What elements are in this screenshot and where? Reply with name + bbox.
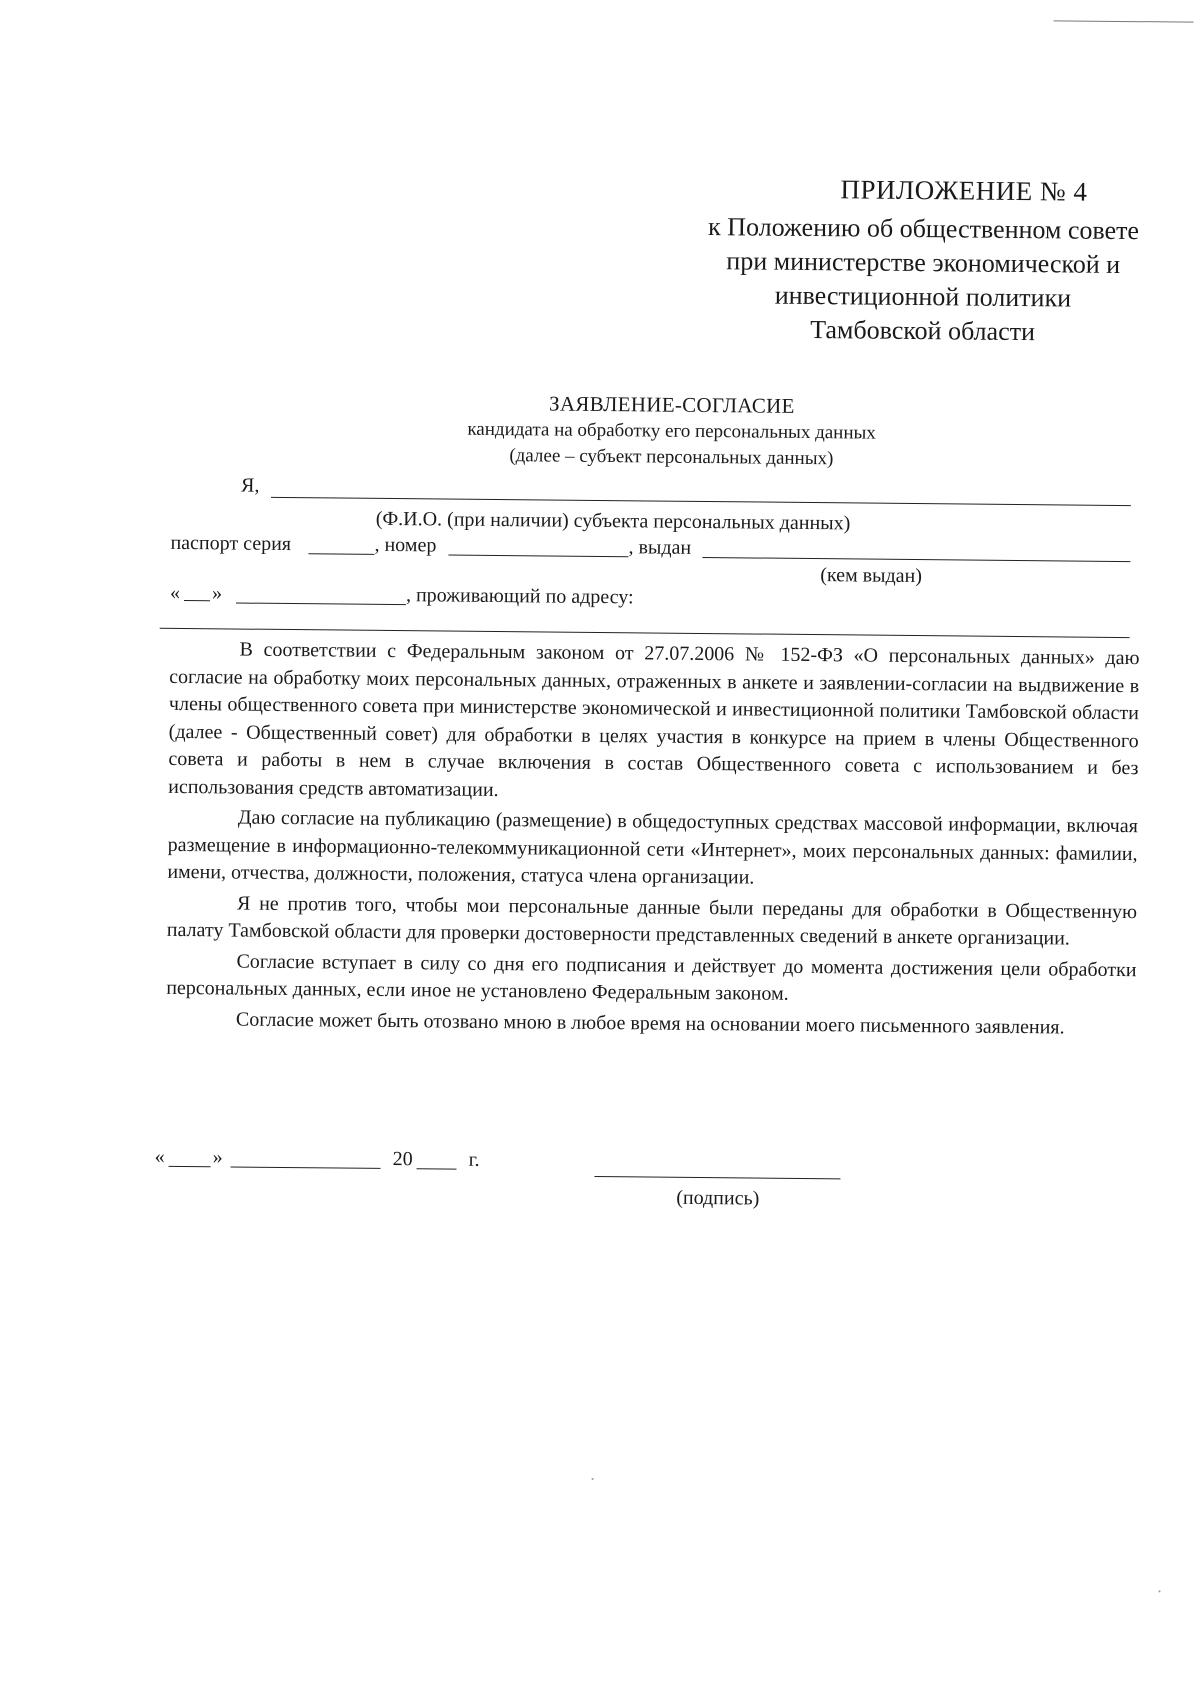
date-quote-close: » xyxy=(211,582,223,605)
date-quote-open: « xyxy=(169,581,181,604)
i-label: Я, xyxy=(240,474,260,497)
sign-day-field[interactable] xyxy=(169,1148,211,1167)
document-title: ЗАЯВЛЕНИЕ-СОГЛАСИЕ xyxy=(548,391,795,418)
appendix-line-3: инвестиционной политики xyxy=(774,280,1072,313)
issued-label: , выдан xyxy=(628,536,692,559)
consent-paragraph-5: Согласие может быть отозвано мною в любое время на основании моего письменного заявления. xyxy=(235,1008,1065,1038)
issue-day-field[interactable] xyxy=(184,582,210,601)
personal-data-form xyxy=(170,466,1142,641)
sign-year-prefix: 20 xyxy=(392,1148,413,1171)
consent-body xyxy=(166,636,1140,1042)
issued-by-caption: (кем выдан) xyxy=(820,564,923,588)
issue-month-year-field[interactable] xyxy=(236,585,406,606)
signature-field[interactable] xyxy=(594,1158,840,1179)
sign-month-field[interactable] xyxy=(231,1148,381,1168)
consent-paragraph-3: Я не против того, чтобы мои персональные данные были переданы для обработки в Общественную палату Тамбовской области для проверки достоверности представленных сведений в анкете организации. xyxy=(166,892,1138,950)
sign-quote-close: » xyxy=(212,1146,223,1169)
appendix-title: ПРИЛОЖЕНИЕ № 4 xyxy=(840,174,1088,207)
passport-series-label: паспорт серия xyxy=(170,531,292,556)
sign-year-suffix: г. xyxy=(468,1148,480,1171)
appendix-block xyxy=(662,173,1184,351)
document-subtitle-1: кандидата на обработку его персональных данных xyxy=(467,418,876,444)
appendix-line-4: Тамбовской области xyxy=(810,315,1036,347)
passport-number-label: , номер xyxy=(374,533,437,557)
document-subtitle-2: (далее – субъект персональных данных) xyxy=(509,445,834,470)
consent-paragraph-2: Даю согласие на публикацию (размещение) в общедоступных средствах массовой информации, включая размещение в информационно-телекоммуникационной сети «Интернет», моих персональных данных: фамилии, имени, отчества, должности, положения, статуса члена организации. xyxy=(167,806,1138,889)
issued-by-field[interactable] xyxy=(702,539,1130,562)
signature-caption: (подпись) xyxy=(676,1186,760,1210)
consent-paragraph-4: Согласие вступает в силу со дня его подписания и действует до момента достижения цели обработки персональных данных, если иное не установлено Федеральным законом. xyxy=(166,950,1137,1005)
scan-artifact-line xyxy=(1054,20,1194,22)
passport-number-field[interactable] xyxy=(448,537,628,558)
passport-series-field[interactable] xyxy=(308,535,374,555)
signature-date-row xyxy=(154,1146,1134,1185)
consent-paragraph-1: В соответствии с Федеральным законом от 27.07.2006 № 152-ФЗ «О персональных данных» даю согласие на обработку моих персональных данных, отраженных в анкете и заявлении-согласии на выдвижение в члены общественного совета при министерстве экономической и инвестиционной политики Тамбовской области (далее - Общественный совет) для обработки в целях участия в конкурсе на прием в члены Общественного совета и работы в нем в случае включения в состав Общественного совета с использованием и без использования средств автоматизации. xyxy=(168,638,1140,801)
fio-caption: (Ф.И.О. (при наличии) субъекта персональных данных) xyxy=(375,507,851,535)
fio-field[interactable] xyxy=(271,479,1131,506)
document-heading xyxy=(331,387,1012,474)
appendix-line-2: при министерстве экономической и xyxy=(726,246,1121,279)
sign-year-field[interactable] xyxy=(417,1150,457,1169)
scan-speck xyxy=(1158,1590,1160,1592)
appendix-line-1: к Положению об общественном совете xyxy=(707,212,1140,246)
signature-block xyxy=(154,1146,1135,1215)
residing-label: , проживающий по адресу: xyxy=(405,584,634,609)
scan-speck xyxy=(592,1478,594,1480)
signature-caption-row xyxy=(154,1182,1134,1221)
sign-quote-open: « xyxy=(154,1145,165,1168)
